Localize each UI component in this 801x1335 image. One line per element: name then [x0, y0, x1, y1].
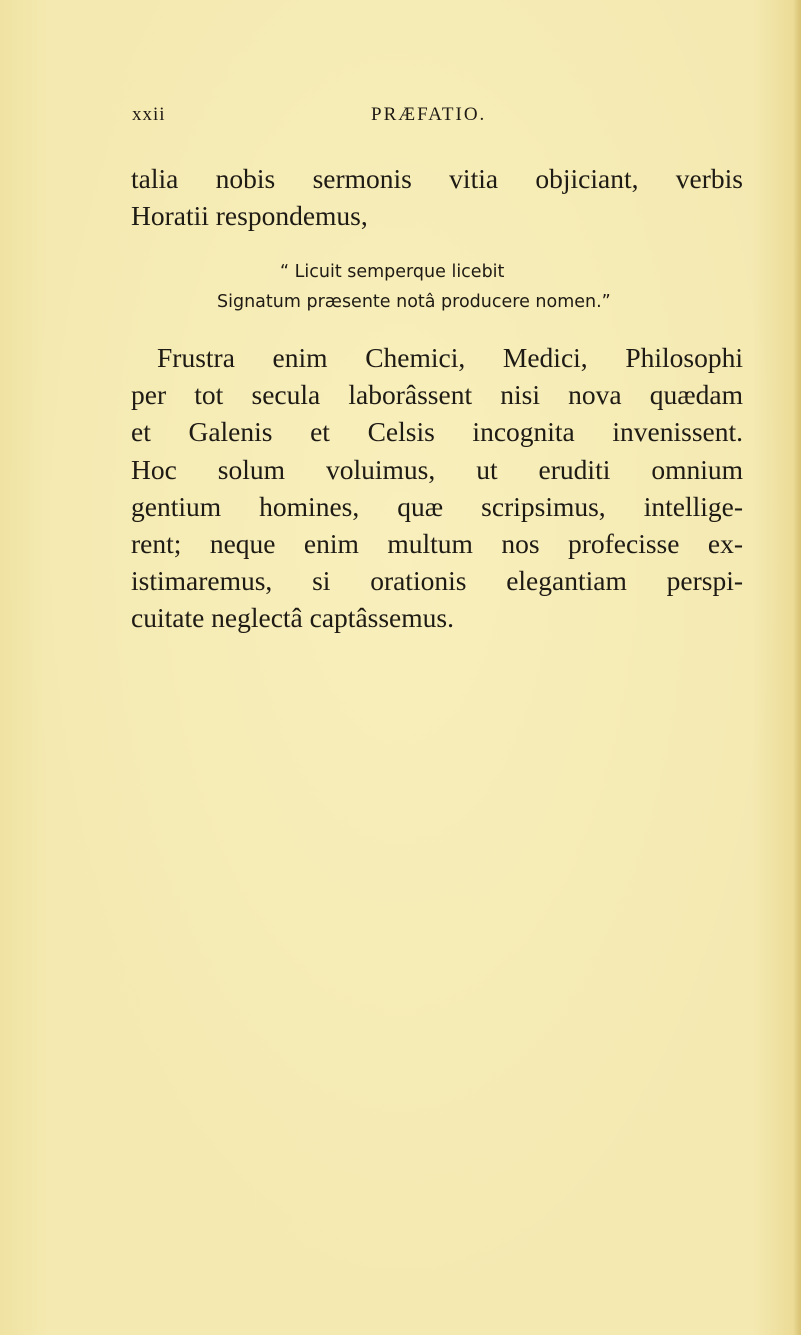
text-line: et Galenis et Celsis incognita invenissent.: [131, 416, 743, 448]
text-line: Horatii respondemus,: [131, 199, 368, 231]
text-line: gentium homines, quæ scripsimus, intellige-: [131, 490, 743, 522]
text-line: rent; neque enim multum nos profecisse ex-: [131, 528, 743, 560]
text-line: talia nobis sermonis vitia objiciant, verbis: [131, 163, 743, 194]
quote-line: Signatum præsente notâ producere nomen.”: [217, 292, 611, 312]
page-number: xxii: [132, 104, 166, 125]
text-line: cuitate neglectâ captâssemus.: [131, 602, 454, 634]
text-line: Hoc solum voluimus, ut eruditi omnium: [131, 453, 743, 485]
running-title: PRÆFATIO.: [371, 104, 487, 125]
paragraph-1: [131, 161, 743, 234]
text-line: istimaremus, si orationis elegantiam perspi-: [131, 565, 743, 597]
text-line: Frustra enim Chemici, Medici, Philosophi: [157, 342, 743, 373]
quote-line: “ Licuit semperque licebit: [280, 262, 505, 282]
page-header: [0, 104, 801, 128]
paragraph-2: [131, 339, 743, 637]
text-line: per tot secula laborâssent nisi nova quædam: [131, 379, 743, 411]
page-edge-shadow: [793, 0, 801, 1335]
